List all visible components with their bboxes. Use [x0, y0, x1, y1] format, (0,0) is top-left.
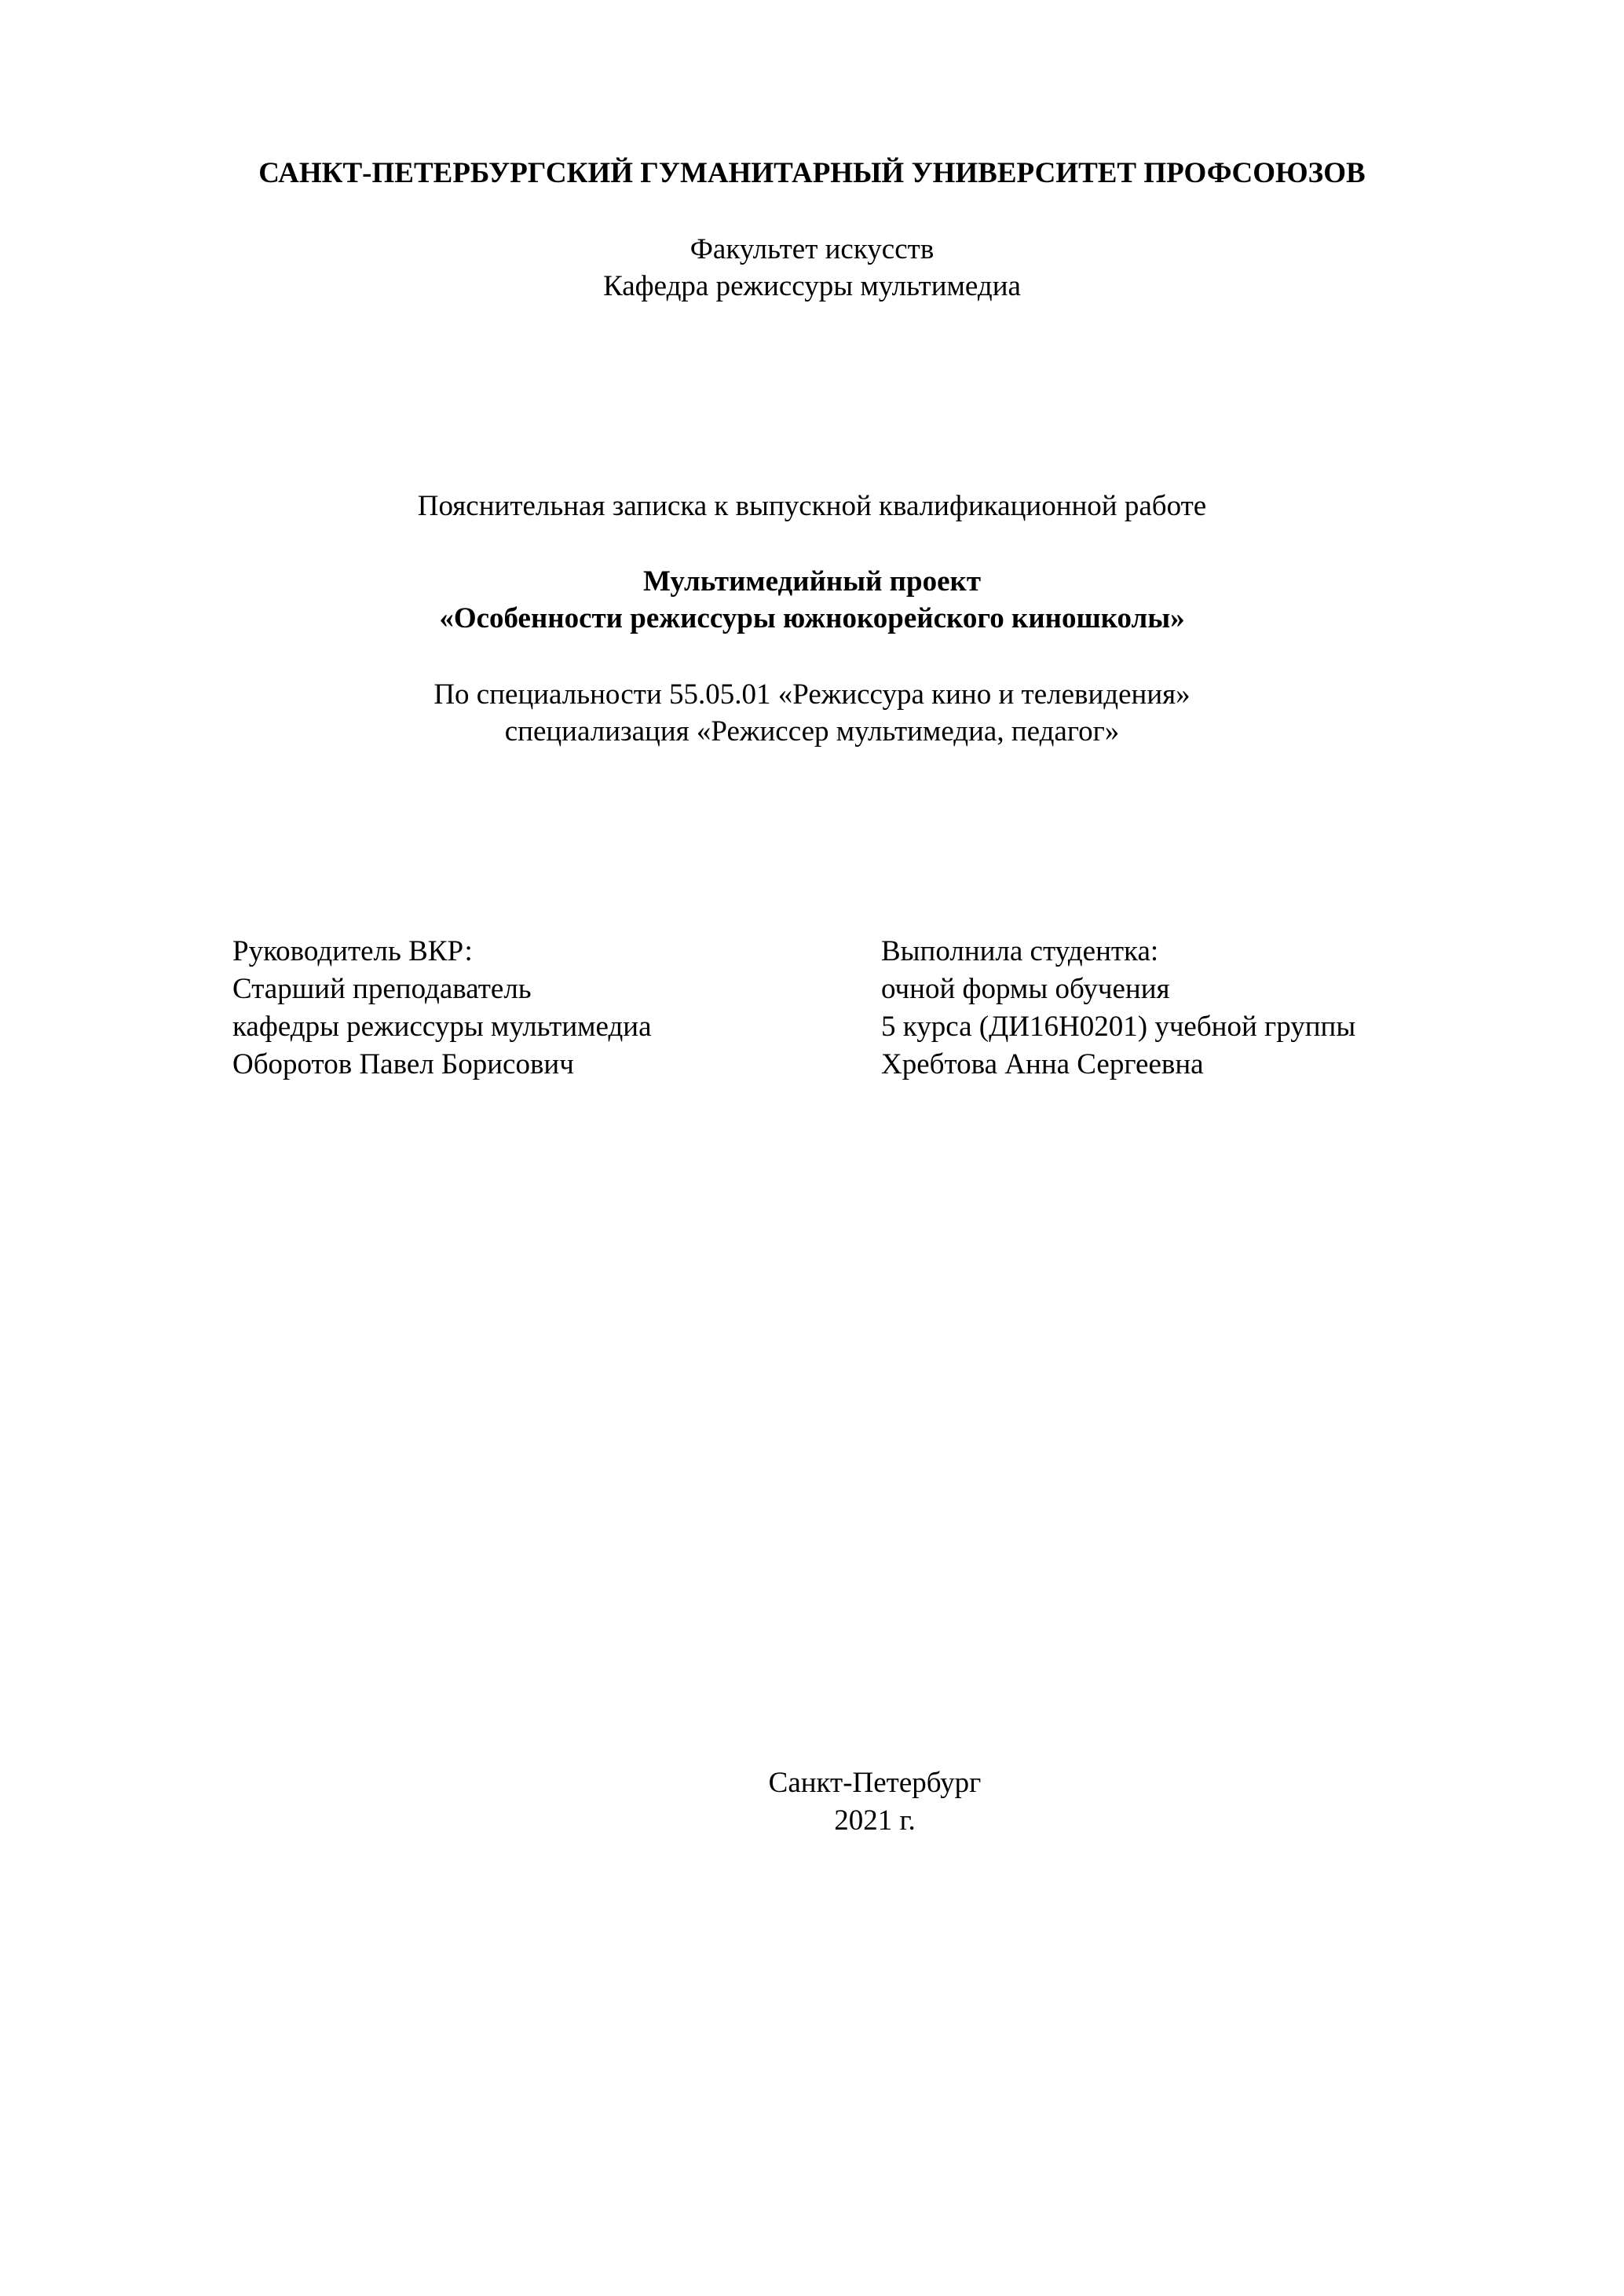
project-title: «Особенности режиссуры южнокорейского киношколы»: [439, 602, 1185, 634]
student-heading: Выполнила студентка:: [881, 935, 1159, 967]
work-type: Пояснительная записка к выпускной квалификационной работе: [417, 490, 1207, 522]
student-block: [881, 933, 1355, 1084]
department-name: Кафедра режиссуры мультимедиа: [603, 270, 1021, 302]
supervisor-position: Старший преподаватель: [232, 973, 532, 1005]
specialization: специализация «Режиссер мультимедиа, педагог»: [504, 715, 1120, 748]
student-form: очной формы обучения: [881, 973, 1170, 1005]
faculty-name: Факультет искусств: [689, 233, 935, 265]
student-name: Хребтова Анна Сергеевна: [881, 1048, 1204, 1080]
footer-year: 2021 г.: [834, 1804, 916, 1837]
student-group: 5 курса (ДИ16Н0201) учебной группы: [881, 1011, 1356, 1043]
supervisor-heading: Руководитель ВКР:: [232, 935, 473, 967]
supervisor-block: [232, 933, 652, 1084]
university-name: САНКТ-ПЕТЕРБУРГСКИЙ ГУМАНИТАРНЫЙ УНИВЕРСИТЕТ ПРОФСОЮЗОВ: [258, 157, 1366, 189]
specialty: По специальности 55.05.01 «Режиссура кино и телевидения»: [433, 678, 1191, 711]
footer-city: Санкт-Петербург: [768, 1767, 982, 1799]
supervisor-department: кафедры режиссуры мультимедиа: [232, 1011, 652, 1043]
project-label: Мультимедийный проект: [643, 565, 981, 598]
supervisor-name: Оборотов Павел Борисович: [232, 1048, 574, 1080]
